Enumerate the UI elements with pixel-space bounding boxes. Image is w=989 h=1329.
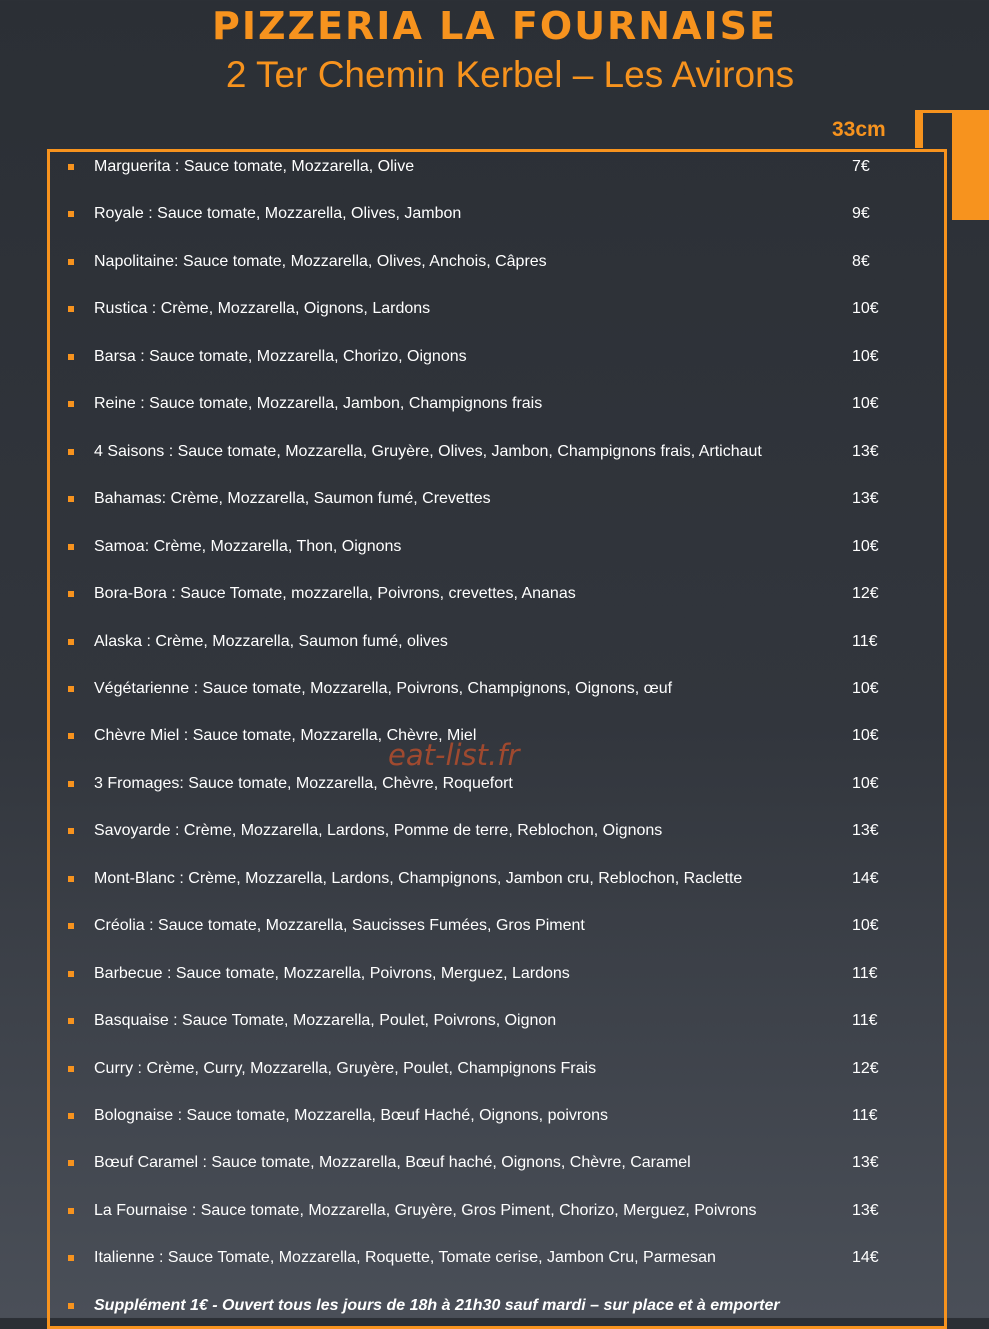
menu-item	[0, 674, 989, 704]
bullet-icon	[68, 1208, 74, 1214]
bullet-icon	[68, 449, 74, 455]
menu-item-name: Bahamas: Crème, Mozzarella, Saumon fumé, Crevettes	[94, 490, 491, 508]
bullet-icon	[68, 923, 74, 929]
menu-item	[0, 389, 989, 419]
decorative-bar	[915, 110, 923, 148]
menu-item	[0, 342, 989, 372]
menu-item-name: Curry : Crème, Curry, Mozzarella, Gruyère, Poulet, Champignons Frais	[94, 1059, 597, 1077]
bullet-icon	[68, 639, 74, 645]
menu-item	[0, 1101, 989, 1131]
menu-item-name: Basquaise : Sauce Tomate, Mozzarella, Poulet, Poivrons, Oignon	[94, 1012, 557, 1030]
bullet-icon	[68, 211, 74, 217]
bullet-icon	[68, 164, 74, 170]
bullet-icon	[68, 496, 74, 502]
menu-item-price: 11€	[852, 1107, 878, 1124]
menu-item-name: Bora-Bora : Sauce Tomate, mozzarella, Poivrons, crevettes, Ananas	[94, 585, 576, 603]
menu-item-price: 10€	[852, 300, 879, 318]
menu-item-price: 10€	[852, 347, 879, 365]
menu-item-name: Chèvre Miel : Sauce tomate, Mozzarella, Chèvre, Miel	[94, 727, 477, 745]
menu-item	[0, 959, 989, 989]
menu-item	[0, 1006, 989, 1036]
restaurant-address: 2 Ter Chemin Kerbel – Les Avirons	[225, 54, 795, 95]
menu-item-price: 14€	[852, 869, 879, 887]
size-column-header: 33cm	[832, 118, 886, 141]
menu-item-price: 9€	[852, 205, 870, 223]
menu-item	[0, 627, 989, 657]
menu-item-name: Samoa: Crème, Mozzarella, Thon, Oignons	[94, 537, 402, 555]
bullet-icon	[68, 971, 74, 977]
bullet-icon	[68, 259, 74, 265]
menu-item-price: 13€	[852, 442, 879, 460]
menu-item-name: 4 Saisons : Sauce tomate, Mozzarella, Gruyère, Olives, Jambon, Champignons frais, Artichaut	[94, 442, 762, 460]
bullet-icon	[68, 781, 74, 787]
menu-item-name: Italienne : Sauce Tomate, Mozzarella, Roquette, Tomate cerise, Jambon Cru, Parmesan	[94, 1249, 716, 1267]
menu-item-name: La Fournaise : Sauce tomate, Mozzarella, Gruyère, Gros Piment, Chorizo, Merguez, Poivrons	[94, 1201, 757, 1219]
menu-item	[0, 437, 989, 467]
menu-item-name: Bœuf Caramel : Sauce tomate, Mozzarella, Bœuf haché, Oignons, Chèvre, Caramel	[94, 1154, 691, 1172]
menu-item-price: 13€	[852, 490, 879, 508]
menu-item-name: Rustica : Crème, Mozzarella, Oignons, Lardons	[94, 300, 431, 318]
bullet-icon	[68, 1066, 74, 1072]
menu-item-price: 10€	[852, 727, 879, 745]
menu-item-name: Barsa : Sauce tomate, Mozzarella, Chorizo, Oignons	[94, 347, 467, 365]
bullet-icon	[68, 401, 74, 407]
menu-item-price: 8€	[852, 252, 870, 270]
menu-item-price: 10€	[852, 679, 879, 697]
menu-item	[0, 532, 989, 562]
bullet-icon	[68, 828, 74, 834]
menu-item-price: 10€	[852, 774, 879, 792]
menu-item	[0, 247, 989, 277]
menu-item-price: 11€	[852, 632, 878, 650]
watermark: eat-list.fr	[388, 738, 520, 772]
bullet-icon	[68, 354, 74, 360]
menu-item	[0, 1148, 989, 1178]
menu-item-name: Bolognaise : Sauce tomate, Mozzarella, Bœuf Haché, Oignons, poivrons	[94, 1107, 609, 1124]
bullet-icon	[68, 1113, 74, 1119]
menu-item-name: Végétarienne : Sauce tomate, Mozzarella, Poivrons, Champignons, Oignons, œuf	[94, 679, 673, 697]
menu-item-price: 13€	[852, 822, 879, 840]
footer-text: Supplément 1€ - Ouvert tous les jours de 18h à 21h30 sauf mardi – sur place et à emporter	[94, 1297, 780, 1314]
bullet-icon	[68, 1303, 74, 1309]
bullet-icon	[68, 1255, 74, 1261]
menu-item	[0, 1243, 989, 1273]
menu-item-name: Reine : Sauce tomate, Mozzarella, Jambon, Champignons frais	[94, 395, 543, 413]
menu-item-price: 13€	[852, 1201, 879, 1219]
menu-item-name: Alaska : Crème, Mozzarella, Saumon fumé, olives	[94, 632, 448, 650]
menu-item-price: 10€	[852, 917, 879, 935]
menu-item-name: Royale : Sauce tomate, Mozzarella, Olives, Jambon	[94, 205, 462, 223]
menu-item	[0, 484, 989, 514]
bullet-icon	[68, 876, 74, 882]
menu-item	[0, 1054, 989, 1084]
menu-item-price: 12€	[852, 1059, 879, 1077]
menu-item-name: 3 Fromages: Sauce tomate, Mozzarella, Chèvre, Roquefort	[94, 774, 513, 792]
bullet-icon	[68, 544, 74, 550]
menu-item-price: 11€	[852, 964, 878, 982]
menu-item-price: 10€	[852, 395, 879, 413]
footer-note	[0, 1292, 989, 1320]
menu-item-price: 7€	[852, 158, 870, 175]
bullet-icon	[68, 733, 74, 739]
menu-item-name: Napolitaine: Sauce tomate, Mozzarella, Olives, Anchois, Câpres	[94, 252, 547, 270]
menu-item-name: Savoyarde : Crème, Mozzarella, Lardons, Pomme de terre, Reblochon, Oignons	[94, 822, 663, 840]
menu-item-name: Barbecue : Sauce tomate, Mozzarella, Poivrons, Merguez, Lardons	[94, 964, 570, 982]
menu-item	[0, 911, 989, 941]
bullet-icon	[68, 686, 74, 692]
menu-item	[0, 864, 989, 894]
menu-item-name: Mont-Blanc : Crème, Mozzarella, Lardons, Champignons, Jambon cru, Reblochon, Raclette	[94, 869, 743, 887]
restaurant-title: PIZZERIA LA FOURNAISE	[211, 4, 777, 48]
menu-item	[0, 199, 989, 229]
bullet-icon	[68, 1160, 74, 1166]
menu-item-price: 13€	[852, 1154, 879, 1172]
menu-item-price: 11€	[852, 1012, 878, 1030]
menu-item-name: Marguerita : Sauce tomate, Mozzarella, Olive	[94, 158, 415, 175]
menu-item	[0, 152, 989, 182]
menu-item-name: Créolia : Sauce tomate, Mozzarella, Saucisses Fumées, Gros Piment	[94, 917, 585, 935]
menu-item	[0, 816, 989, 846]
menu-item-price: 10€	[852, 537, 879, 555]
bullet-icon	[68, 306, 74, 312]
menu-item-price: 14€	[852, 1249, 879, 1267]
bullet-icon	[68, 1018, 74, 1024]
menu-item-price: 12€	[852, 585, 879, 603]
menu-item	[0, 579, 989, 609]
menu-item	[0, 1196, 989, 1226]
menu-item	[0, 294, 989, 324]
menu-item	[0, 769, 989, 799]
bullet-icon	[68, 591, 74, 597]
